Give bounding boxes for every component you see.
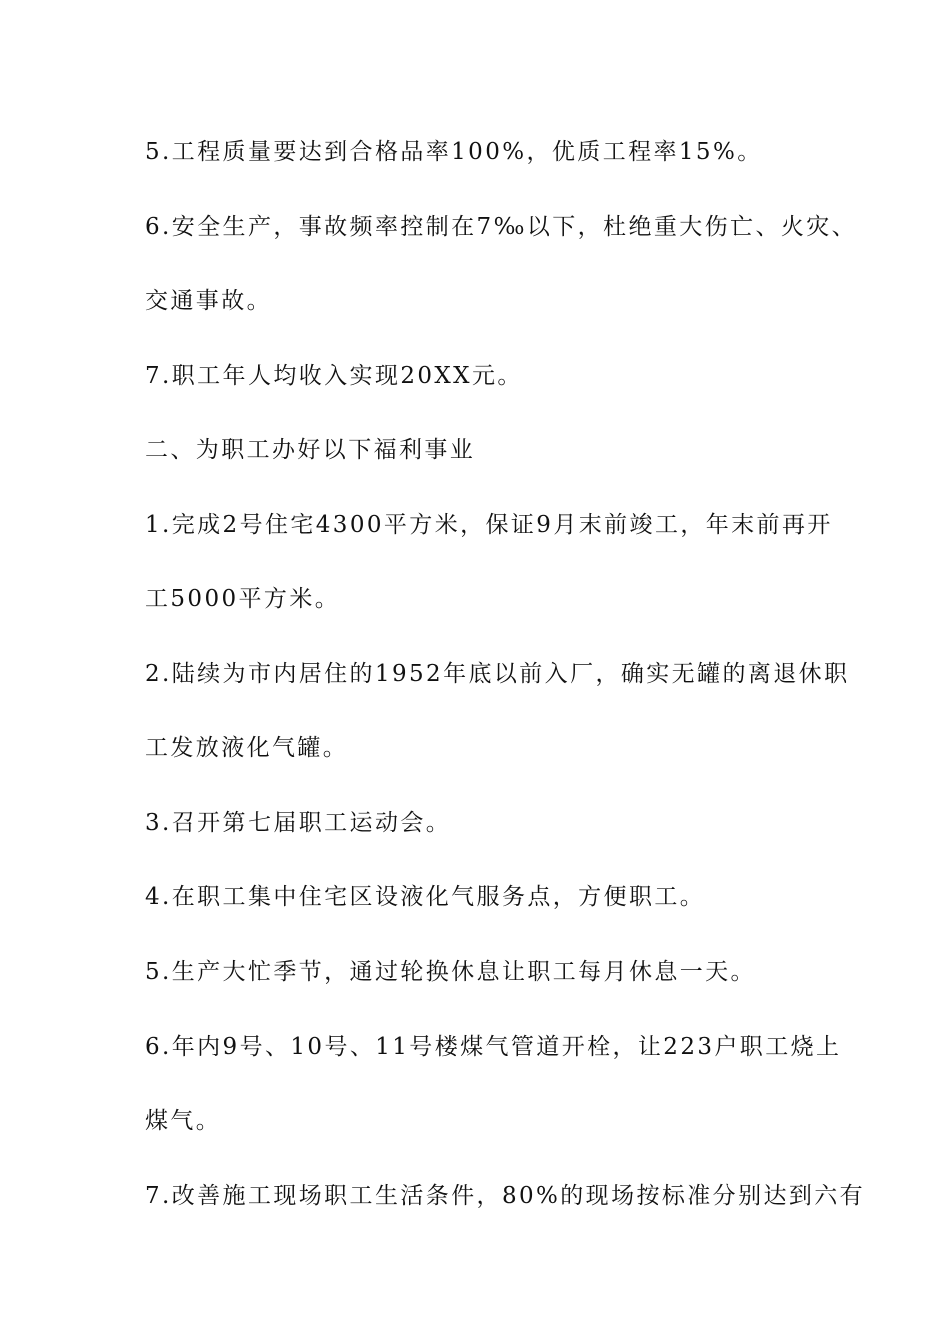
text-line: 5.工程质量要达到合格品率100%，优质工程率15%。	[145, 139, 763, 165]
text-line: 交通事故。	[145, 288, 272, 314]
section-heading: 二、为职工办好以下福利事业	[145, 437, 476, 463]
text-line: 工5000平方米。	[145, 586, 341, 612]
text-line: 3.召开第七届职工运动会。	[145, 810, 452, 836]
text-line: 5.生产大忙季节，通过轮换休息让职工每月休息一天。	[145, 959, 756, 985]
text-line: 工发放液化气罐。	[145, 735, 349, 761]
text-line: 煤气。	[145, 1108, 222, 1134]
text-line: 2.陆续为市内居住的1952年底以前入厂，确实无罐的离退休职	[145, 661, 850, 687]
text-line: 7.职工年人均收入实现20XX元。	[145, 363, 523, 389]
text-line: 6.年内9号、10号、11号楼煤气管道开栓，让223户职工烧上	[145, 1034, 842, 1060]
text-line: 6.安全生产，事故频率控制在7‰以下，杜绝重大伤亡、火灾、	[145, 214, 858, 240]
text-line: 7.改善施工现场职工生活条件，80%的现场按标准分别达到六有	[145, 1183, 866, 1209]
text-line: 4.在职工集中住宅区设液化气服务点，方便职工。	[145, 884, 706, 910]
text-line: 1.完成2号住宅4300平方米，保证9月末前竣工，年末前再开	[145, 512, 833, 538]
